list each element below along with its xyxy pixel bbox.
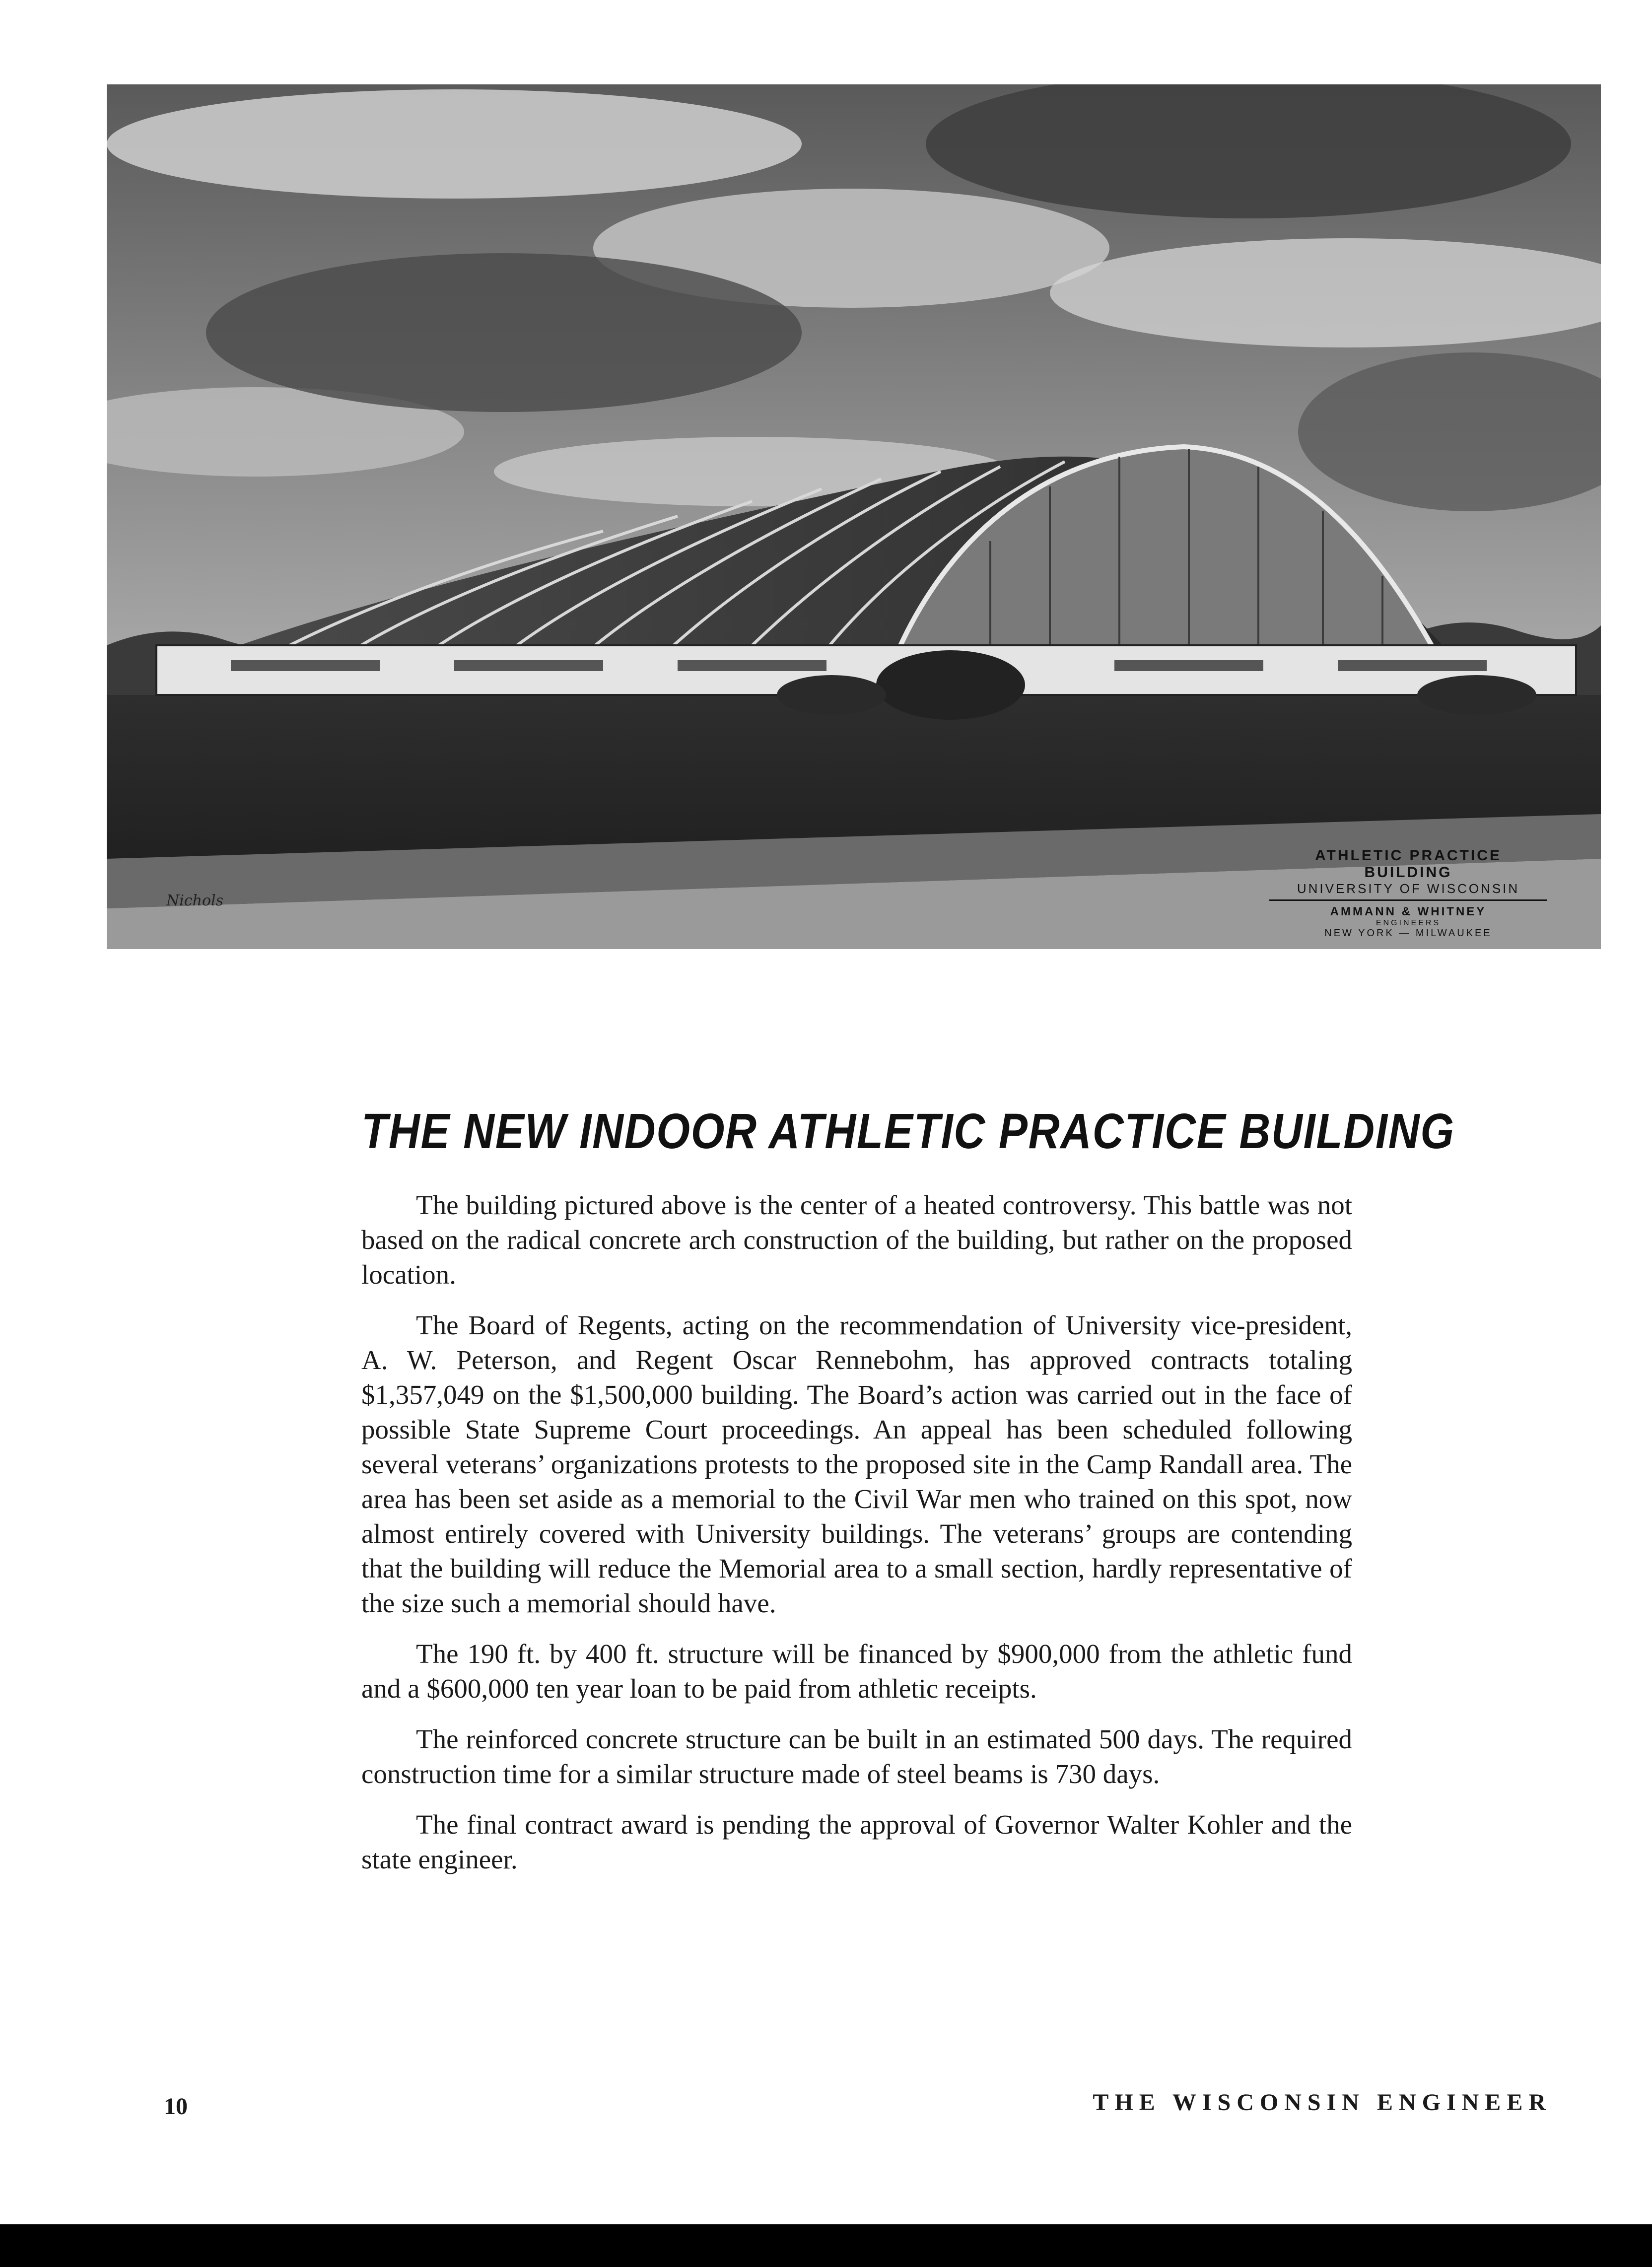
article-paragraph: The reinforced concrete structure can be built in an estimated 500 days. The required construction time for a similar structure made of steel beams is 730 days.: [361, 1724, 1352, 1789]
caption-line: NEW YORK — MILWAUKEE: [1324, 928, 1492, 939]
cloud: [107, 89, 802, 199]
shrub: [1417, 675, 1536, 715]
scan-border: [0, 2224, 1652, 2267]
shrub: [777, 675, 886, 715]
cloud: [206, 253, 802, 412]
artist-signature: Nichols: [166, 892, 224, 909]
caption-line: ENGINEERS: [1376, 919, 1441, 927]
article-paragraph: The building pictured above is the center of a heated controversy. This battle was not based on the radical concrete arch construction of the building, but rather on the proposed location.: [361, 1190, 1352, 1290]
rendering-caption: [1269, 847, 1547, 939]
caption-line: AMMANN & WHITNEY: [1330, 905, 1487, 918]
publication-name: THE WISCONSIN ENGINEER: [1093, 2089, 1552, 2116]
article-paragraph: The final contract award is pending the approval of Governor Walter Kohler and the state engineer.: [361, 1809, 1352, 1874]
page-number: 10: [164, 2093, 188, 2120]
caption-line: ATHLETIC PRACTICE BUILDING: [1315, 847, 1502, 881]
shrub: [876, 650, 1025, 720]
building-rendering: [107, 84, 1601, 949]
article-paragraph: The Board of Regents, acting on the recommendation of University vice-president, A. W. Peterson, and Regent Oscar Rennebohm, has approved contracts totaling $1,357,049 on the $1,500,000 building. The Board’s action was carried out in the face of possible State Supreme Court proceedings. An appeal has been scheduled following several veterans’ organizations protests to the proposed site in the Camp Randall area. The area has been set aside as a memorial to the Civil War men who trained on this spot, now almost entirely covered with University buildings. The veterans’ groups are contending that the building will reduce the Memorial area to a small section, hardly representative of the size such a memorial should have.: [361, 1310, 1352, 1618]
article-title: THE NEW INDOOR ATHLETIC PRACTICE BUILDING: [361, 1103, 1455, 1159]
article-body: [361, 1188, 1352, 1893]
article-paragraph: The 190 ft. by 400 ft. structure will be financed by $900,000 from the athletic fund and a $600,000 ten year loan to be paid from athletic receipts.: [361, 1639, 1352, 1704]
building-rendering-art: [107, 84, 1601, 949]
caption-line: UNIVERSITY OF WISCONSIN: [1269, 881, 1547, 901]
